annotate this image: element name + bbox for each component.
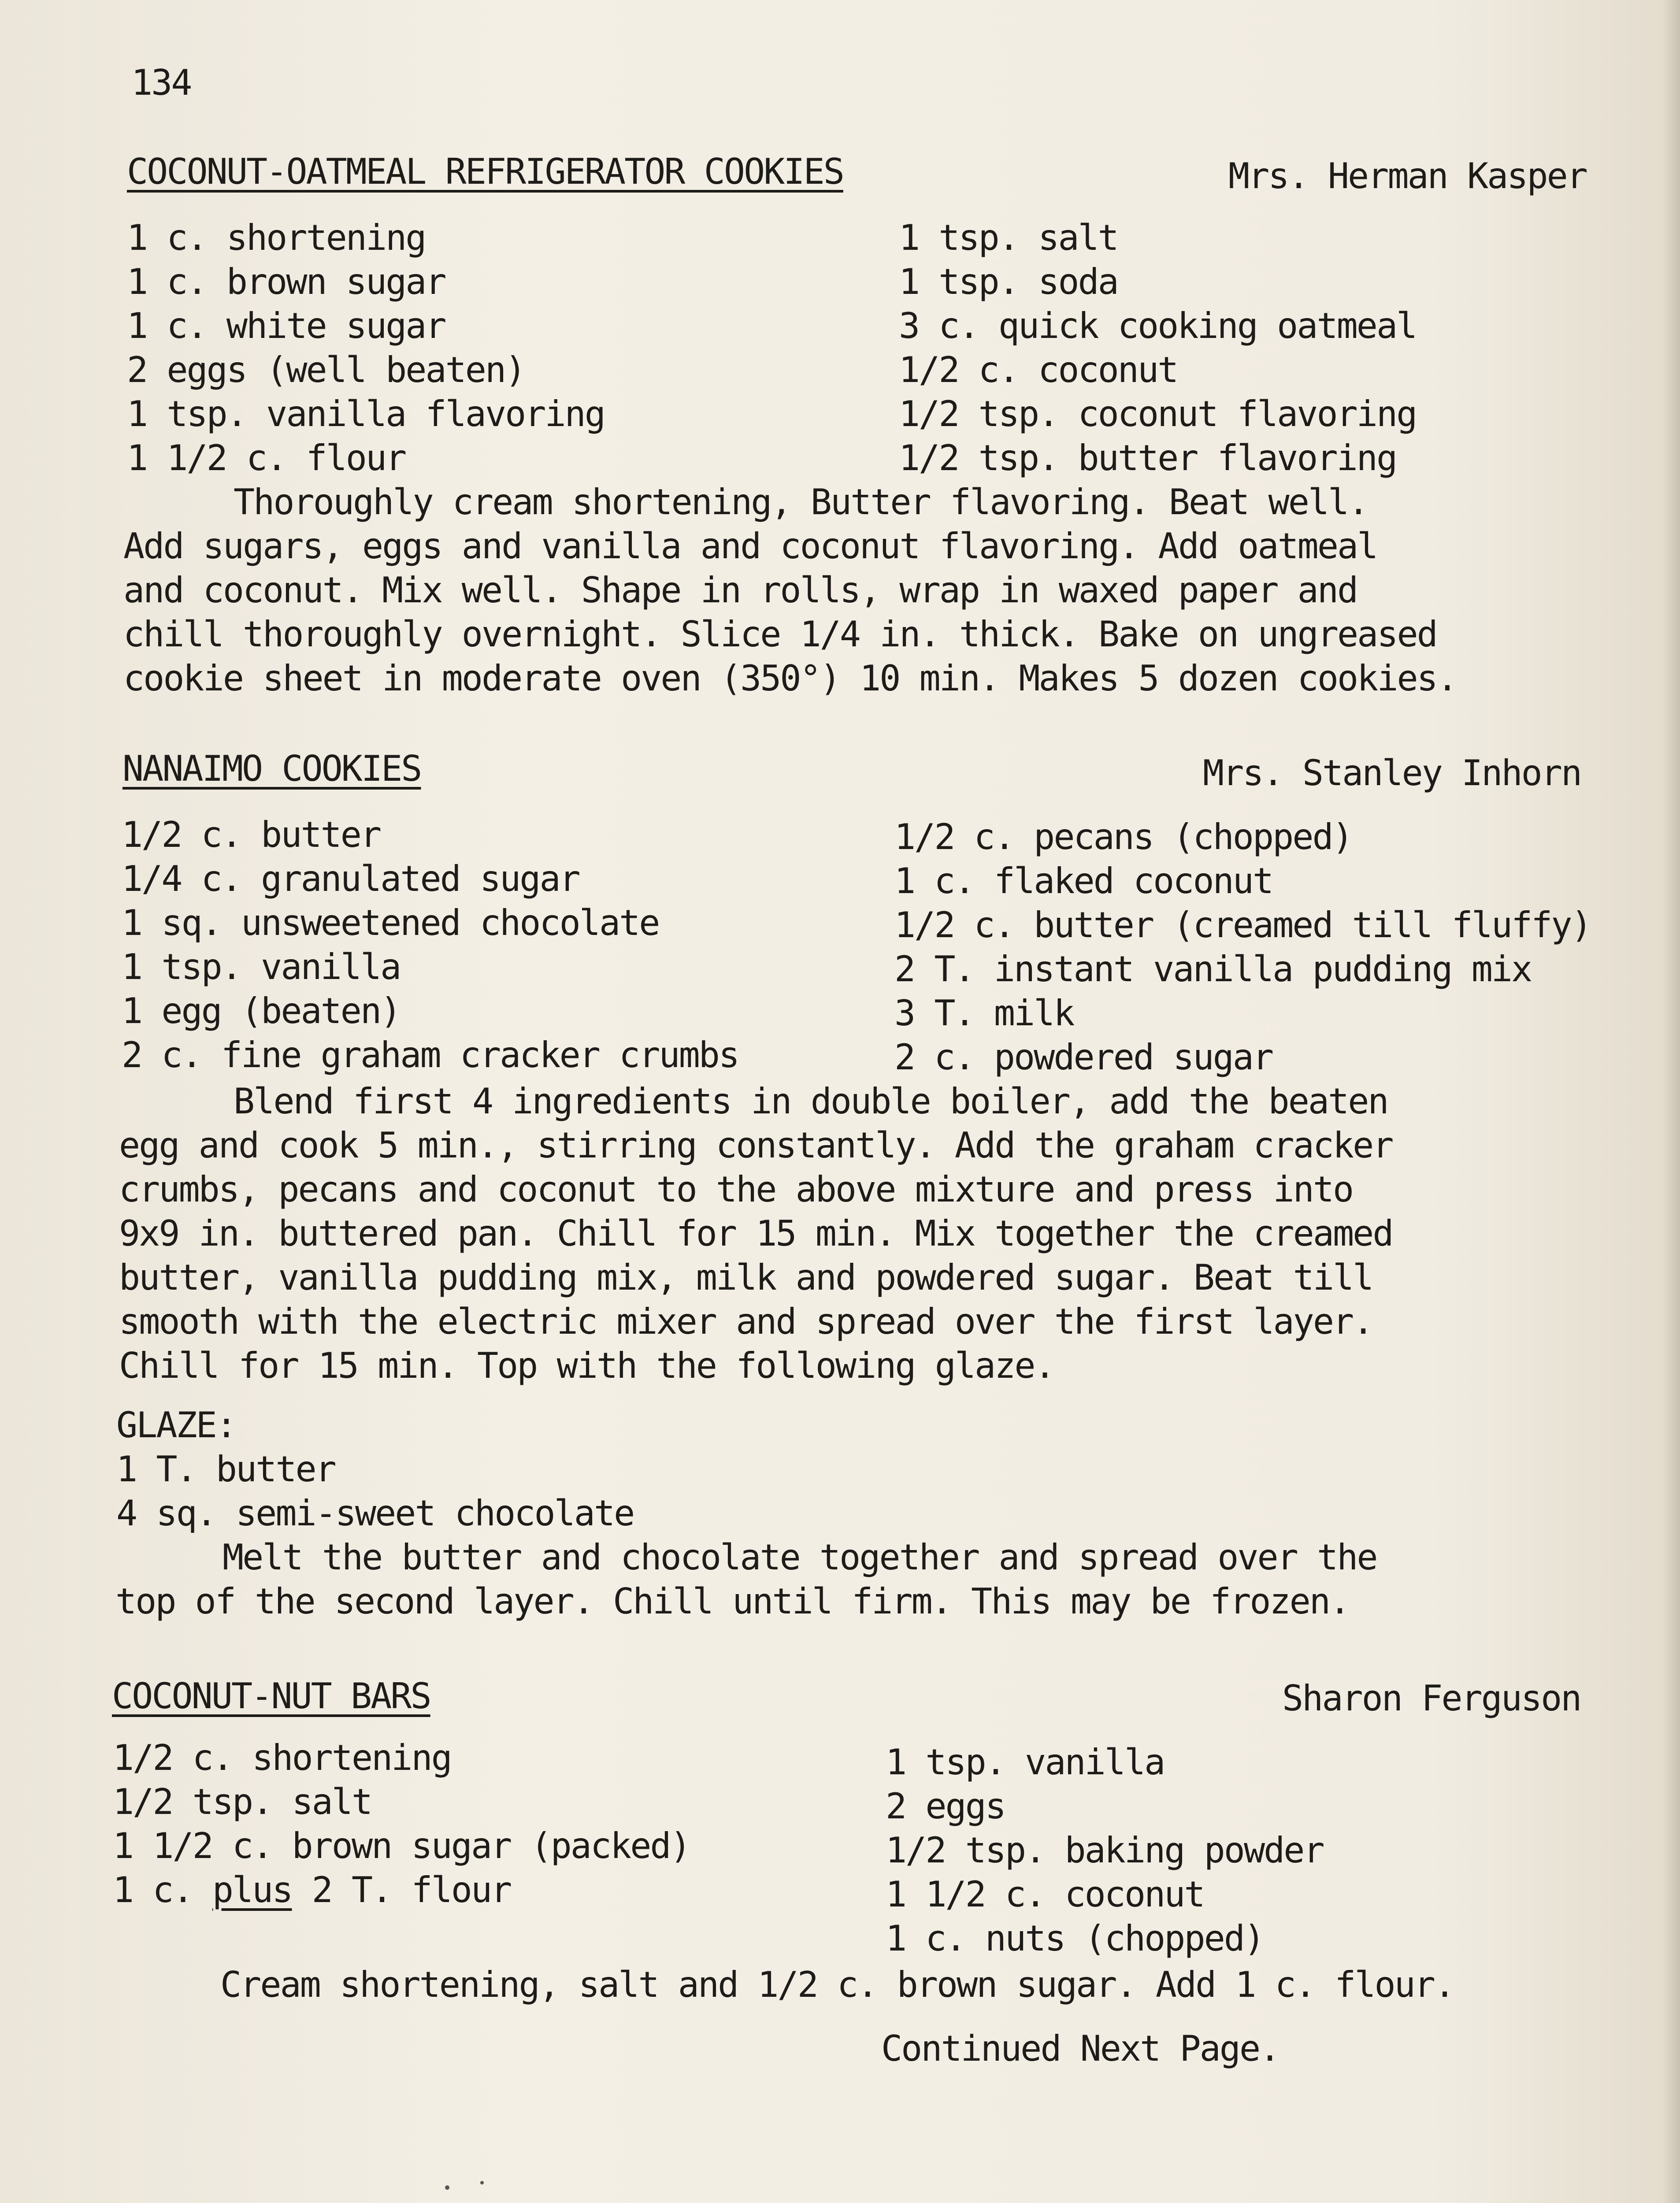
ingredient: 1 sq. unsweetened chocolate [122, 902, 659, 943]
directions-line: cookie sheet in moderate oven (350°) 10 min. Makes 5 dozen cookies. [123, 658, 1457, 699]
ingredient-suffix: 2 T. flour [292, 1869, 511, 1910]
ingredient: 1/2 c. shortening [113, 1737, 451, 1778]
glaze-directions-line: Melt the butter and chocolate together and spread over the [223, 1537, 1377, 1578]
ingredient: 1/2 tsp. salt [113, 1781, 372, 1822]
directions-line: smooth with the electric mixer and spread over the first layer. [119, 1301, 1373, 1342]
ingredient: 1 tsp. vanilla [886, 1742, 1165, 1783]
glaze-directions-line: top of the second layer. Chill until firm. This may be frozen. [115, 1581, 1350, 1622]
directions-line: Blend first 4 ingredients in double boiler, add the beaten [234, 1081, 1388, 1122]
directions-line: butter, vanilla pudding mix, milk and powdered sugar. Beat till [119, 1257, 1373, 1298]
recipe-title-nanaimo: NANAIMO COOKIES [122, 748, 421, 789]
ingredient: 3 T. milk [894, 993, 1074, 1034]
page-number: 134 [131, 62, 191, 103]
ingredient: 1/2 tsp. butter flavoring [899, 438, 1397, 478]
ingredient: 2 eggs (well beaten) [127, 349, 525, 390]
glaze-ingredient: 1 T. butter [116, 1449, 335, 1490]
ingredient: 1/4 c. granulated sugar [122, 858, 579, 899]
directions-line: Chill for 15 min. Top with the following glaze. [119, 1345, 1054, 1386]
paper-speck [445, 2185, 449, 2190]
continued-note: Continued Next Page. [881, 2028, 1279, 2069]
ingredient-prefix: 1 c. [113, 1869, 212, 1910]
paper-speck [480, 2181, 484, 2184]
ingredient: 1 1/2 c. coconut [886, 1874, 1204, 1915]
ingredient: 1 c. nuts (chopped) [886, 1918, 1264, 1959]
ingredient-underlined-word: plus [212, 1869, 292, 1910]
ingredient: 1 c. flaked coconut [894, 860, 1273, 901]
recipe-title-coconut-nut-bars: COCONUT-NUT BARS [112, 1676, 430, 1717]
ingredient: 1 1/2 c. brown sugar (packed) [113, 1825, 690, 1866]
ingredient: 1 c. brown sugar [127, 261, 445, 302]
ingredient: 1/2 c. butter (creamed till fluffy) [894, 905, 1591, 946]
ingredient: 1/2 c. butter [122, 814, 381, 855]
ingredient: 1/2 c. pecans (chopped) [894, 816, 1352, 857]
ingredient: 1 c. shortening [127, 217, 426, 258]
directions-line: crumbs, pecans and coconut to the above mixture and press into [119, 1169, 1353, 1210]
ingredient: 1/2 c. coconut [899, 349, 1178, 390]
ingredient: 1 egg (beaten) [122, 990, 401, 1031]
recipe-author-kasper: Mrs. Herman Kasper [1228, 156, 1587, 197]
ingredient: 2 c. powdered sugar [894, 1037, 1273, 1078]
directions-line: and coconut. Mix well. Shape in rolls, wrap in waxed paper and [123, 570, 1357, 611]
ingredient: 2 eggs [886, 1786, 1005, 1827]
directions-line: chill thoroughly overnight. Slice 1/4 in. thick. Bake on ungreased [123, 614, 1437, 655]
ingredient [113, 1868, 511, 1912]
ingredient: 2 c. fine graham cracker crumbs [122, 1035, 739, 1076]
ingredient: 2 T. instant vanilla pudding mix [894, 949, 1532, 990]
ingredient: 1 tsp. vanilla flavoring [127, 393, 605, 434]
ingredient: 1 tsp. vanilla [122, 946, 401, 987]
recipe-author-ferguson: Sharon Ferguson [1282, 1678, 1581, 1719]
ingredient: 3 c. quick cooking oatmeal [899, 305, 1417, 346]
directions-line: Thoroughly cream shortening, Butter flavoring. Beat well. [234, 482, 1368, 523]
ingredient: 1/2 tsp. coconut flavoring [899, 393, 1417, 434]
ingredient: 1/2 tsp. baking powder [886, 1830, 1324, 1871]
recipe-title-coconut-oatmeal: COCONUT-OATMEAL REFRIGERATOR COOKIES [127, 151, 843, 192]
glaze-ingredient: 4 sq. semi-sweet chocolate [116, 1493, 634, 1534]
directions-line: 9x9 in. buttered pan. Chill for 15 min. Mix together the creamed [119, 1213, 1393, 1254]
ingredient: 1 tsp. salt [899, 217, 1118, 258]
page-edge-shadow [1662, 0, 1680, 2203]
ingredient: 1 1/2 c. flour [127, 438, 406, 478]
ingredient: 1 c. white sugar [127, 305, 445, 346]
ingredient: 1 tsp. soda [899, 261, 1118, 302]
directions-line: Cream shortening, salt and 1/2 c. brown sugar. Add 1 c. flour. [220, 1964, 1454, 2005]
directions-line: egg and cook 5 min., stirring constantly. Add the graham cracker [119, 1125, 1393, 1166]
recipe-author-inhorn: Mrs. Stanley Inhorn [1203, 753, 1581, 794]
directions-line: Add sugars, eggs and vanilla and coconut flavoring. Add oatmeal [123, 526, 1377, 567]
glaze-heading: GLAZE: [116, 1405, 236, 1446]
